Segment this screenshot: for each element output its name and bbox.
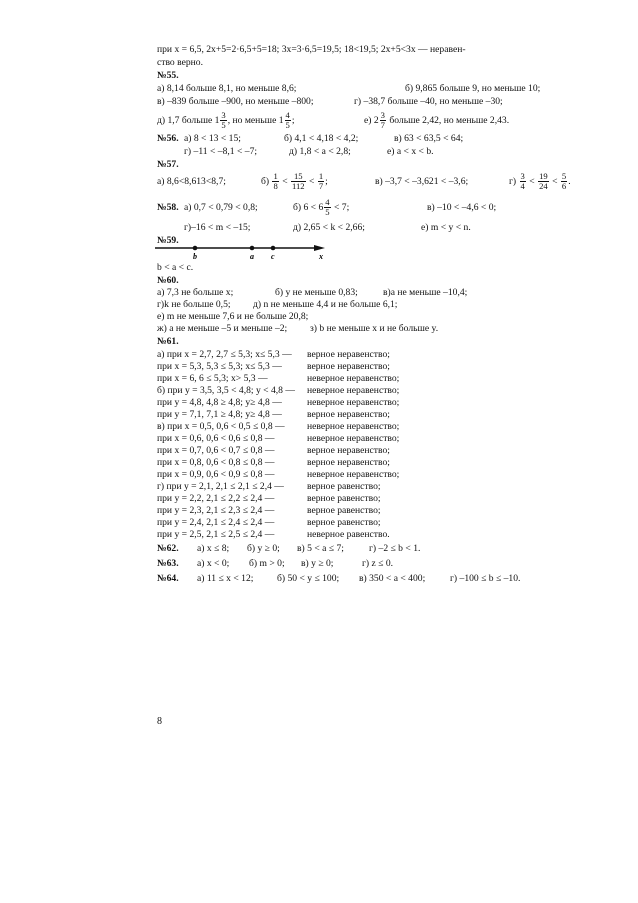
- p55-e-fraction: $\frac{3}{7}$: [380, 110, 385, 131]
- p62-g: г) –2 ≤ b < 1.: [369, 543, 421, 554]
- problem-57-label: №57.: [157, 159, 179, 170]
- point-b-label: b: [193, 252, 197, 261]
- p60-v: в)a не меньше –10,4;: [383, 287, 468, 298]
- p56-a: а) 8 < 13 < 15;: [184, 133, 241, 144]
- p57-v: в) –3,7 < –3,621 < –3,6;: [375, 176, 469, 187]
- p58-b-fraction: $\frac{4}{5}$: [325, 197, 330, 218]
- p62-b: б) y ≥ 0;: [247, 543, 280, 554]
- p60-g: г)k не больше 0,5;: [157, 299, 231, 310]
- p58-v: в) –10 < –4,6 < 0;: [427, 202, 497, 213]
- p55-g: г) –38,7 больше –40, но меньше –30;: [354, 96, 503, 107]
- problem-59-label: №59.: [157, 235, 179, 246]
- p55-d-mid: , но меньше 1: [227, 115, 284, 126]
- p60-z: з) b не меньше x и не больше y.: [310, 323, 439, 334]
- p60-zh: ж) a не меньше –5 и меньше –2;: [157, 323, 288, 334]
- p63-v: в) y ≥ 0;: [301, 558, 334, 569]
- p55-e: [364, 110, 509, 132]
- point-a: [250, 246, 255, 251]
- p55-a: а) 8,14 больше 8,1, но меньше 8,6;: [157, 83, 297, 94]
- p60-e: е) m не меньше 7,6 и не больше 20,8;: [157, 311, 309, 322]
- p57-g-fraction-1: $\frac{3}{4}$: [520, 171, 525, 192]
- p57-a: а) 8,6<8,613<8,7;: [157, 176, 226, 187]
- p59-result: b < a < c.: [157, 262, 194, 273]
- p55-d-pre: д) 1,7 больше 1: [157, 115, 220, 126]
- p58-d: д) 2,65 < k < 2,66;: [293, 222, 365, 233]
- intro-line-1: при x = 6,5, 2x+5=2·6,5+5=18; 3x=3·6,5=19,5; 18<19,5; 2x+5<3x — неравен-: [157, 44, 466, 55]
- p64-a: а) 11 ≤ x < 12;: [197, 573, 254, 584]
- problem-63-label: №63.: [157, 558, 179, 569]
- p58-e: е) m < y < n.: [421, 222, 471, 233]
- p57-g-fraction-2: $\frac{19}{24}$: [539, 171, 548, 192]
- p63-a: а) x < 0;: [197, 558, 230, 569]
- p57-b-fraction-2: $\frac{15}{112}$: [292, 171, 305, 192]
- p55-d-end: ;: [291, 115, 295, 126]
- problem-56-label: №56.: [157, 133, 179, 144]
- p58-a: а) 0,7 < 0,79 < 0,8;: [184, 202, 258, 213]
- p55-d-fraction-2: $\frac{4}{5}$: [285, 110, 290, 131]
- p64-b: б) 50 < y ≤ 100;: [277, 573, 340, 584]
- p60-d: д) n не меньше 4,4 и не больше 6,1;: [253, 299, 398, 310]
- p57-g-fraction-3: $\frac{5}{6}$: [561, 171, 567, 192]
- p56-b: б) 4,1 < 4,18 < 4,2;: [284, 133, 359, 144]
- p55-e-post: больше 2,42, но меньше 2,43.: [389, 115, 510, 126]
- p56-g: г) –11 < –8,1 < –7;: [184, 146, 258, 157]
- p58-b: б) 6 < 6 $\frac{4}{5}$ < 7;: [293, 197, 350, 218]
- point-c: [271, 246, 276, 251]
- p57-g: г) $\frac{3}{4}$ < $\frac{19}{24}$ < $\frac{5}{6}$ .: [509, 171, 571, 192]
- p56-d: д) 1,8 < a < 2,8;: [289, 146, 351, 157]
- problem-62-label: №62.: [157, 543, 179, 554]
- point-a-label: a: [250, 252, 254, 261]
- problem-55-label: №55.: [157, 70, 179, 81]
- p56-v: в) 63 < 63,5 < 64;: [394, 133, 464, 144]
- problem-61-label: №61.: [157, 336, 179, 347]
- page-number: 8: [157, 716, 162, 727]
- p62-a: а) x ≤ 8;: [197, 543, 230, 554]
- p62-v: в) 5 < a ≤ 7;: [297, 543, 344, 554]
- p57-b-fraction-3: $\frac{1}{7}$: [318, 171, 324, 192]
- p58-g: г)–16 < m < –15;: [184, 222, 251, 233]
- problem-64-label: №64.: [157, 573, 179, 584]
- p64-g: г) –100 ≤ b ≤ –10.: [450, 573, 521, 584]
- p63-b: б) m > 0;: [249, 558, 285, 569]
- axis-x-label: x: [319, 252, 323, 261]
- p55-d-fraction-1: $\frac{3}{5}$: [221, 110, 226, 131]
- p63-g: г) z ≤ 0.: [362, 558, 394, 569]
- intro-line-2: ство верно.: [157, 57, 203, 68]
- number-line: [155, 242, 335, 262]
- p55-e-pre: е) 2: [364, 115, 379, 126]
- p60-b: б) y не меньше 0,83;: [275, 287, 358, 298]
- p56-e: е) a < x < b.: [387, 146, 434, 157]
- number-line-arrow: [314, 245, 325, 251]
- p55-v: в) –839 больше –900, но меньше –800;: [157, 96, 314, 107]
- p57-b: б) $\frac{1}{8}$ < $\frac{15}{112}$ < $\frac{1}{7}$ ;: [261, 171, 328, 192]
- problem-58-label: №58.: [157, 202, 179, 213]
- p57-b-fraction-1: $\frac{1}{8}$: [273, 171, 278, 192]
- p55-b: б) 9,865 больше 9, но меньше 10;: [405, 83, 541, 94]
- point-b: [193, 246, 198, 251]
- p55-d: [157, 110, 295, 132]
- point-c-label: c: [271, 252, 275, 261]
- problem-60-label: №60.: [157, 275, 179, 286]
- p64-v: в) 350 < a < 400;: [359, 573, 426, 584]
- textbook-page: при x = 6,5, 2x+5=2·6,5+5=18; 3x=3·6,5=19,5; 18<19,5; 2x+5<3x — неравен- ство верно. №55. а) 8,14 больше 8,1, но меньше 8,6; б) 9,865 больше 9, но меньше 10; в) –839 больше –900, но меньше –800; г) –38,7 больше –40, но меньше –30; д) 1,7 больше 1 $\frac{3}{5}$ , но меньше 1 $\frac{4}{5}$ ; е) 2 $\frac{3}{7}$ больше 2,42, но меньше 2,43. №56. а) 8 < 13 < 15; б) 4,1 < 4,18 < 4,2; в) 63 < 63,5 < 64; г) –11 < –8,1 < –7; д) 1,8 < a < 2,8; е) a < x < b. №57. а) 8,6<8,613<8,7; б) $\frac{1}{8}$ < $\frac{15}{112}$ < $\frac{1}{7}$ ; в) –3,7 < –3,621 < –3,6; г) $\frac{3}{4}$ < $\frac{19}{24}$ < $\frac{5}{6}$ . №58. а) 0,7 < 0,79 < 0,8; б) 6 < 6 $\frac{4}{5}$ < 7; в) –10 < –4,6 < 0; г)–16 < m < –15; д) 2,65 < k < 2,66; е) m < y < n. №59. b a c x b < a < c. №60. а) 7,3 не больше x; б) y не меньше 0,83; в)a не меньше –10,4; г)k не больше 0,5; д) n не меньше 4,4 и не больше 6,1; е) m не меньше 7,6 и не больше 20,8; ж) a не меньше –5 и меньше –2; з) b не меньше x и не больше y. №61. а) при x = 2,7, 2,7 ≤ 5,3; x≤ 5,3 — верное неравенство; при x = 5,3, 5,3 ≤ 5,3; x≤ 5,3 — верное неравенство; при x = 6, 6 ≤ 5,3; x> 5,3 — неверное неравенство; б) при y = 3,5, 3,5 < 4,8; y < 4,8 — неверное неравенство; при y = 4,8, 4,8 ≥ 4,8; y≥ 4,8 — неверное неравенство; при y = 7,1, 7,1 ≥ 4,8; y≥ 4,8 — верное неравенство; в) при x = 0,5, 0,6 < 0,5 ≤ 0,8 — неверное неравенство; при x = 0,6, 0,6 < 0,6 ≤ 0,8 — неверное неравенство; при x = 0,7, 0,6 < 0,7 ≤ 0,8 — верное неравенство; при x = 0,8, 0,6 < 0,8 ≤ 0,8 — верное неравенство; при x = 0,9, 0,6 < 0,9 ≤ 0,8 — неверное неравенство; г) при y = 2,1, 2,1 ≤ 2,1 ≤ 2,4 — верное равенство; при y = 2,2, 2,1 ≤ 2,2 ≤ 2,4 — верное равенство; при y = 2,3, 2,1 ≤ 2,3 ≤ 2,4 — верное равенство; при y = 2,4, 2,1 ≤ 2,4 ≤ 2,4 — верное равенство; при y = 2,5, 2,1 ≤ 2,5 ≤ 2,4 — неверное равенство. №62. а) x ≤ 8; б) y ≥ 0; в) 5 < a ≤ 7; г) –2 ≤ b < 1. №63. а) x < 0; б) m > 0; в) y ≥ 0; г) z ≤ 0. №64. а) 11 ≤ x < 12; б) 50 < y ≤ 100; в) 350 < a < 400; г) –100 ≤ b ≤ –10. 8: [157, 44, 571, 727]
- p60-a: а) 7,3 не больше x;: [157, 287, 234, 298]
